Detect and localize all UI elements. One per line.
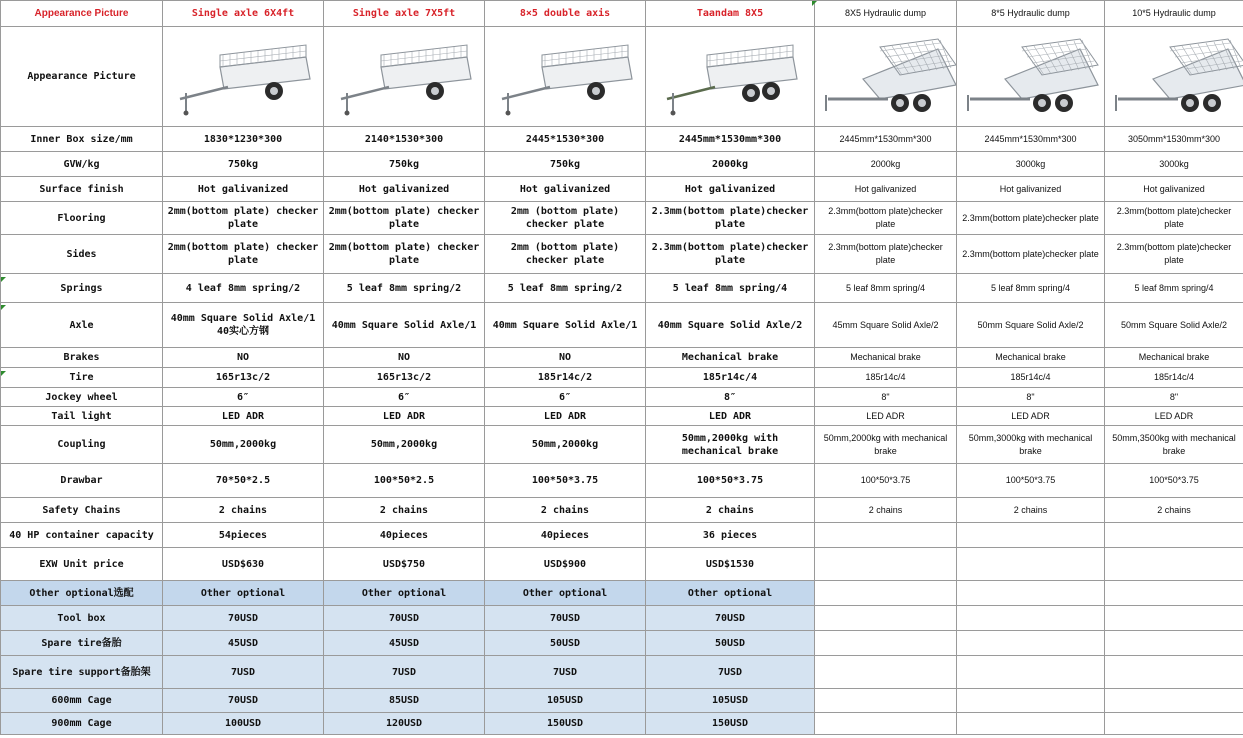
optional-header-cell <box>957 581 1105 606</box>
cage-trailer-icon <box>168 37 318 117</box>
optional-row <box>1 713 1243 735</box>
spec-value-cell: 2445*1530*300 <box>485 127 646 152</box>
spec-value-cell: 4 leaf 8mm spring/2 <box>163 274 324 303</box>
spec-value-cell: 185r14c/2 <box>485 368 646 388</box>
spec-value-cell: 54pieces <box>163 523 324 548</box>
optional-label-cell: Spare tire备胎 <box>1 631 163 656</box>
optional-value-cell <box>957 713 1105 735</box>
optional-value-cell <box>957 656 1105 689</box>
spec-value-cell: 2445mm*1530mm*300 <box>646 127 815 152</box>
spec-value-cell: 2.3mm(bottom plate)checker plate <box>646 235 815 274</box>
cage-trailer-icon <box>329 37 479 117</box>
model-header-cell: Taandam 8X5 <box>646 1 815 27</box>
optional-value-cell: 85USD <box>324 689 485 713</box>
spec-value-cell: 40pieces <box>485 523 646 548</box>
optional-row <box>1 656 1243 689</box>
optional-value-cell <box>815 631 957 656</box>
spec-value-cell: USD$1530 <box>646 548 815 581</box>
spec-value-cell: 8" <box>815 388 957 407</box>
spec-row <box>1 303 1243 348</box>
spec-value-cell: 50mm,3500kg with mechanical brake <box>1105 426 1243 464</box>
spec-value-cell: 750kg <box>163 152 324 177</box>
spec-value-cell: 2mm(bottom plate) checker plate <box>324 235 485 274</box>
spec-label-cell: Tire <box>1 368 163 388</box>
spec-value-cell: Mechanical brake <box>1105 348 1243 368</box>
picture-label-cell: Appearance Picture <box>1 27 163 127</box>
spec-value-cell: 100*50*3.75 <box>485 464 646 498</box>
spec-value-cell <box>1105 548 1243 581</box>
spec-row <box>1 407 1243 426</box>
spec-value-cell <box>815 523 957 548</box>
optional-value-cell: 7USD <box>163 656 324 689</box>
optional-value-cell: 7USD <box>324 656 485 689</box>
optional-header-label-cell: Other optional选配 <box>1 581 163 606</box>
optional-value-cell: 45USD <box>163 631 324 656</box>
cell-marker-icon <box>1 277 6 282</box>
optional-row <box>1 606 1243 631</box>
header-label-cell: Appearance Picture <box>1 1 163 27</box>
optional-value-cell: 150USD <box>485 713 646 735</box>
spec-label-cell: Inner Box size/mm <box>1 127 163 152</box>
spec-value-cell: Mechanical brake <box>957 348 1105 368</box>
spec-value-cell: 6″ <box>485 388 646 407</box>
trailer-image-cell <box>485 27 646 127</box>
optional-value-cell: 50USD <box>646 631 815 656</box>
model-header-cell: 8X5 Hydraulic dump <box>815 1 957 27</box>
trailer-image-cell <box>815 27 957 127</box>
optional-value-cell: 45USD <box>324 631 485 656</box>
spec-label-cell: Tail light <box>1 407 163 426</box>
spec-value-cell: 750kg <box>485 152 646 177</box>
spec-value-cell: 6″ <box>163 388 324 407</box>
optional-value-cell: 70USD <box>646 606 815 631</box>
optional-row <box>1 631 1243 656</box>
spec-value-cell: LED ADR <box>324 407 485 426</box>
spec-row <box>1 127 1243 152</box>
spec-value-cell: 185r14c/4 <box>1105 368 1243 388</box>
spec-value-cell: 2.3mm(bottom plate)checker plate <box>957 202 1105 235</box>
spec-value-cell: Hot galivanized <box>646 177 815 202</box>
spec-label-cell: Brakes <box>1 348 163 368</box>
spec-value-cell: 2 chains <box>324 498 485 523</box>
optional-value-cell: 150USD <box>646 713 815 735</box>
spec-value-cell <box>1105 523 1243 548</box>
optional-header-cell <box>1105 581 1243 606</box>
spec-value-cell: 100*50*2.5 <box>324 464 485 498</box>
spec-value-cell: 5 leaf 8mm spring/4 <box>957 274 1105 303</box>
spec-value-cell: NO <box>485 348 646 368</box>
spec-label-cell: Sides <box>1 235 163 274</box>
trailer-image-cell <box>957 27 1105 127</box>
spec-value-cell: 2140*1530*300 <box>324 127 485 152</box>
optional-row <box>1 689 1243 713</box>
spec-value-cell: 40mm Square Solid Axle/1 40实心方钢 <box>163 303 324 348</box>
optional-label-cell: 600mm Cage <box>1 689 163 713</box>
spec-value-cell: 5 leaf 8mm spring/4 <box>1105 274 1243 303</box>
model-header-cell: 8*5 Hydraulic dump <box>957 1 1105 27</box>
spec-label-cell: Jockey wheel <box>1 388 163 407</box>
spec-row <box>1 177 1243 202</box>
optional-header-cell: Other optional <box>485 581 646 606</box>
spec-value-cell: 40pieces <box>324 523 485 548</box>
spec-value-cell: LED ADR <box>815 407 957 426</box>
spec-value-cell: 2mm(bottom plate) checker plate <box>163 202 324 235</box>
optional-value-cell <box>957 606 1105 631</box>
spec-value-cell <box>815 548 957 581</box>
spec-value-cell: 40mm Square Solid Axle/2 <box>646 303 815 348</box>
spec-row <box>1 523 1243 548</box>
spec-value-cell: 2000kg <box>815 152 957 177</box>
spec-value-cell: 6″ <box>324 388 485 407</box>
optional-value-cell <box>1105 713 1243 735</box>
spec-value-cell: 100*50*3.75 <box>1105 464 1243 498</box>
trailer-image-cell <box>1105 27 1243 127</box>
spec-value-cell: 2 chains <box>646 498 815 523</box>
hydraulic-dump-trailer-icon <box>818 37 957 117</box>
cell-marker-icon <box>1 305 6 310</box>
optional-value-cell: 105USD <box>485 689 646 713</box>
optional-value-cell <box>815 689 957 713</box>
spec-value-cell: 50mm Square Solid Axle/2 <box>1105 303 1243 348</box>
spec-value-cell: Hot galivanized <box>485 177 646 202</box>
spec-value-cell: LED ADR <box>163 407 324 426</box>
spec-label-cell: Axle <box>1 303 163 348</box>
spec-value-cell: LED ADR <box>485 407 646 426</box>
optional-value-cell: 70USD <box>324 606 485 631</box>
picture-row <box>1 27 1243 127</box>
hydraulic-dump-trailer-icon <box>1108 37 1243 117</box>
spec-value-cell: 3000kg <box>957 152 1105 177</box>
cage-trailer-icon <box>490 37 640 117</box>
cell-marker-icon <box>812 1 817 6</box>
spec-label-cell: 40 HP container capacity <box>1 523 163 548</box>
spec-row <box>1 152 1243 177</box>
spec-value-cell: 8" <box>957 388 1105 407</box>
spec-value-cell <box>957 523 1105 548</box>
spec-value-cell: 2mm(bottom plate) checker plate <box>324 202 485 235</box>
spec-value-cell: 165r13c/2 <box>163 368 324 388</box>
spec-row <box>1 348 1243 368</box>
optional-label-cell: 900mm Cage <box>1 713 163 735</box>
spec-value-cell: 2 chains <box>815 498 957 523</box>
spec-value-cell: 2.3mm(bottom plate)checker plate <box>1105 202 1243 235</box>
optional-header-row <box>1 581 1243 606</box>
spec-value-cell: 40mm Square Solid Axle/1 <box>324 303 485 348</box>
optional-value-cell: 100USD <box>163 713 324 735</box>
spec-value-cell: 2.3mm(bottom plate)checker plate <box>815 202 957 235</box>
spec-value-cell: 2mm (bottom plate) checker plate <box>485 202 646 235</box>
spec-value-cell: 2445mm*1530mm*300 <box>957 127 1105 152</box>
optional-value-cell: 70USD <box>163 606 324 631</box>
spec-row <box>1 426 1243 464</box>
model-header-cell: 8×5 double axis <box>485 1 646 27</box>
spec-row <box>1 464 1243 498</box>
optional-value-cell: 50USD <box>485 631 646 656</box>
spec-value-cell: 5 leaf 8mm spring/4 <box>815 274 957 303</box>
spec-value-cell: Mechanical brake <box>815 348 957 368</box>
spec-value-cell: 8" <box>1105 388 1243 407</box>
spec-value-cell: 70*50*2.5 <box>163 464 324 498</box>
optional-value-cell <box>815 713 957 735</box>
spec-value-cell: 2.3mm(bottom plate)checker plate <box>815 235 957 274</box>
optional-value-cell: 105USD <box>646 689 815 713</box>
model-header-cell: 10*5 Hydraulic dump <box>1105 1 1243 27</box>
optional-header-cell <box>815 581 957 606</box>
optional-value-cell <box>957 631 1105 656</box>
spec-value-cell <box>957 548 1105 581</box>
spec-value-cell: 2.3mm(bottom plate)checker plate <box>646 202 815 235</box>
spec-label-cell: Surface finish <box>1 177 163 202</box>
spec-row <box>1 274 1243 303</box>
spec-value-cell: 100*50*3.75 <box>646 464 815 498</box>
spec-value-cell: LED ADR <box>646 407 815 426</box>
spec-value-cell: 50mm Square Solid Axle/2 <box>957 303 1105 348</box>
spec-value-cell: LED ADR <box>957 407 1105 426</box>
spec-value-cell: 185r14c/4 <box>646 368 815 388</box>
model-header-cell: Single axle 6X4ft <box>163 1 324 27</box>
spec-label-cell: Drawbar <box>1 464 163 498</box>
spec-value-cell: 2.3mm(bottom plate)checker plate <box>957 235 1105 274</box>
spec-value-cell: 185r14c/4 <box>957 368 1105 388</box>
spec-label-cell: Safety Chains <box>1 498 163 523</box>
spec-value-cell: Hot galivanized <box>1105 177 1243 202</box>
spec-value-cell: 165r13c/2 <box>324 368 485 388</box>
spec-row <box>1 388 1243 407</box>
model-header-cell: Single axle 7X5ft <box>324 1 485 27</box>
spec-value-cell: 2000kg <box>646 152 815 177</box>
spec-label-cell: Coupling <box>1 426 163 464</box>
optional-value-cell <box>815 656 957 689</box>
spec-value-cell: 50mm,2000kg <box>485 426 646 464</box>
tandem-cage-trailer-icon <box>655 37 805 117</box>
spec-value-cell: 2445mm*1530mm*300 <box>815 127 957 152</box>
spec-value-cell: NO <box>324 348 485 368</box>
optional-value-cell: 7USD <box>646 656 815 689</box>
spec-value-cell: 2mm (bottom plate) checker plate <box>485 235 646 274</box>
spec-value-cell: 40mm Square Solid Axle/1 <box>485 303 646 348</box>
spec-label-cell: Flooring <box>1 202 163 235</box>
spec-label-cell: GVW/kg <box>1 152 163 177</box>
spec-row <box>1 202 1243 235</box>
optional-value-cell: 7USD <box>485 656 646 689</box>
trailer-image-cell <box>646 27 815 127</box>
spec-value-cell: 50mm,2000kg <box>324 426 485 464</box>
optional-value-cell: 70USD <box>163 689 324 713</box>
optional-value-cell <box>1105 656 1243 689</box>
spec-row <box>1 498 1243 523</box>
spec-value-cell: Hot galivanized <box>324 177 485 202</box>
optional-value-cell: 120USD <box>324 713 485 735</box>
spec-label-cell: Springs <box>1 274 163 303</box>
optional-value-cell <box>815 606 957 631</box>
spec-value-cell: USD$900 <box>485 548 646 581</box>
spec-row <box>1 368 1243 388</box>
optional-header-cell: Other optional <box>163 581 324 606</box>
spec-value-cell: Hot galivanized <box>163 177 324 202</box>
spec-value-cell: 2 chains <box>1105 498 1243 523</box>
spec-label-cell: EXW Unit price <box>1 548 163 581</box>
spec-value-cell: Hot galivanized <box>957 177 1105 202</box>
spec-row <box>1 235 1243 274</box>
spec-value-cell: 50mm,2000kg <box>163 426 324 464</box>
spec-value-cell: 100*50*3.75 <box>957 464 1105 498</box>
spec-value-cell: LED ADR <box>1105 407 1243 426</box>
spec-value-cell: 2.3mm(bottom plate)checker plate <box>1105 235 1243 274</box>
optional-label-cell: Tool box <box>1 606 163 631</box>
spec-value-cell: 50mm,3000kg with mechanical brake <box>957 426 1105 464</box>
optional-value-cell <box>1105 631 1243 656</box>
spec-row <box>1 548 1243 581</box>
spec-value-cell: 3050mm*1530mm*300 <box>1105 127 1243 152</box>
cell-marker-icon <box>1 371 6 376</box>
optional-value-cell <box>957 689 1105 713</box>
optional-value-cell: 70USD <box>485 606 646 631</box>
spec-value-cell: 8″ <box>646 388 815 407</box>
spec-value-cell: 2 chains <box>485 498 646 523</box>
spec-value-cell: 750kg <box>324 152 485 177</box>
spec-value-cell: 2mm(bottom plate) checker plate <box>163 235 324 274</box>
spec-value-cell: 5 leaf 8mm spring/4 <box>646 274 815 303</box>
optional-label-cell: Spare tire support备胎架 <box>1 656 163 689</box>
spec-value-cell: 1830*1230*300 <box>163 127 324 152</box>
spec-value-cell: 5 leaf 8mm spring/2 <box>485 274 646 303</box>
spec-value-cell: 185r14c/4 <box>815 368 957 388</box>
spec-value-cell: 3000kg <box>1105 152 1243 177</box>
spec-value-cell: USD$630 <box>163 548 324 581</box>
header-row <box>1 1 1243 27</box>
trailer-image-cell <box>324 27 485 127</box>
optional-value-cell <box>1105 606 1243 631</box>
spec-value-cell: USD$750 <box>324 548 485 581</box>
spec-value-cell: NO <box>163 348 324 368</box>
spec-value-cell: 45mm Square Solid Axle/2 <box>815 303 957 348</box>
spec-value-cell: Hot galivanized <box>815 177 957 202</box>
spec-value-cell: Mechanical brake <box>646 348 815 368</box>
hydraulic-dump-trailer-icon <box>960 37 1105 117</box>
spec-value-cell: 36 pieces <box>646 523 815 548</box>
optional-header-cell: Other optional <box>324 581 485 606</box>
spec-value-cell: 5 leaf 8mm spring/2 <box>324 274 485 303</box>
spec-value-cell: 2 chains <box>957 498 1105 523</box>
optional-value-cell <box>1105 689 1243 713</box>
spec-value-cell: 2 chains <box>163 498 324 523</box>
spec-value-cell: 50mm,2000kg with mechanical brake <box>815 426 957 464</box>
trailer-image-cell <box>163 27 324 127</box>
optional-header-cell: Other optional <box>646 581 815 606</box>
spec-value-cell: 100*50*3.75 <box>815 464 957 498</box>
spec-value-cell: 50mm,2000kg with mechanical brake <box>646 426 815 464</box>
